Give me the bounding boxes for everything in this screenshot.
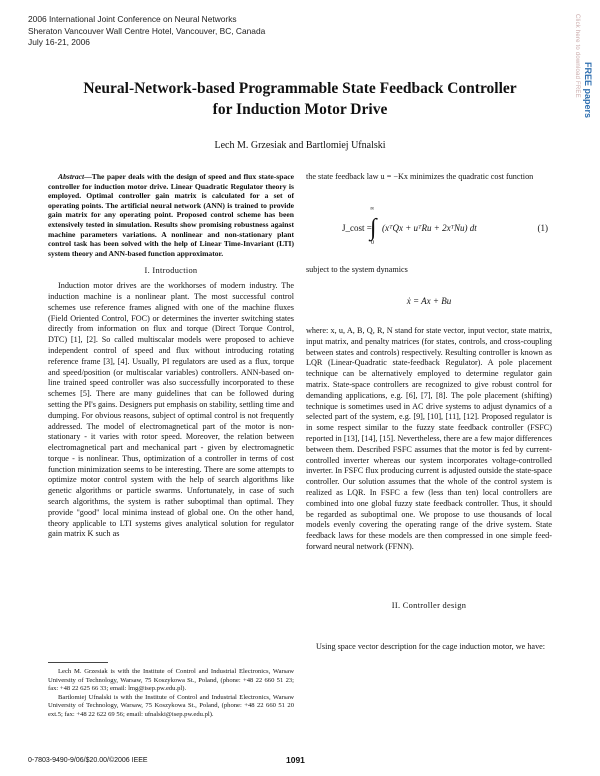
conference-header <box>28 14 265 49</box>
page-number: 1091 <box>286 755 305 765</box>
stamp-small-text: Click here to download FREE <box>574 14 580 98</box>
left-column <box>48 172 294 540</box>
footnote-rule <box>48 662 108 663</box>
abstract-label: Abstract <box>58 172 85 181</box>
integral-sign: ∫ <box>370 215 377 241</box>
conference-line-1: 2006 International Joint Conference on Neural Networks <box>28 14 237 24</box>
right-para-1: the state feedback law u = −Kx minimizes the quadratic cost function <box>306 172 534 181</box>
right-para-2: subject to the system dynamics <box>306 265 408 274</box>
eq1-number: (1) <box>537 223 548 233</box>
right-column <box>306 172 552 183</box>
eq1-body: (xᵀQx + uᵀRu + 2xᵀNu) dt <box>382 223 477 233</box>
equation-1 <box>318 206 552 246</box>
section-2-heading: II. Controller design <box>391 600 467 610</box>
paper-title <box>40 78 560 120</box>
conference-line-2: Sheraton Vancouver Wall Centre Hotel, Vancouver, BC, Canada <box>28 25 266 36</box>
equation-2: ẋ = Ax + Bu <box>406 296 452 306</box>
title-line-2: for Induction Motor Drive <box>212 101 388 118</box>
eq1-upper-limit: ∞ <box>370 206 375 212</box>
conference-line-3: July 16-21, 2006 <box>28 37 90 47</box>
right-body <box>306 326 552 652</box>
right-para-2-block <box>306 265 552 276</box>
right-para-3: where: x, u, A, B, Q, R, N stand for state vector, input vector, state matrix, input matrix, and penalty matrices (for states, controls, and cross-coupling between states and controls) respectively. Resulting controller is known as LQR (Linear-Quadratic state-feedback Regulator). A pole placement technique can be alternatively employed to determine regulator gain matrix. State-space controllers are recognized to give robust control for demanding applications, e.g. [6], [7], [8]. The pole placement (shifting) technique is sometimes used in AC drive systems to adjust dynamics of a selected part of the system, e.g. [9], [10], [11], [12]. Proposed regulator is in some respect similar to the fuzzy state feedback controller (FSFC) reported in [13], [14], [15]. Nevertheless, there are a few major differences between them. Described FSFC assumes that the motor is fed by current-controlled inverter whereas our system incorporates voltage-controlled inverter. In FSFC flux producing current is adjusted outside the state-space controller. Our solution assumes that the whole of the control system is realized as LQR. In FSFC a few (less than ten) local controllers are combined into one global fuzzy state feedback controller. Thus, it should be regarded as suboptimal one. We propose to use thousands of local models evenly covering the operating range of the drive system. State feedback laws for these models are then compressed in one simple feed-forward neural network (FFNN). <box>306 326 552 551</box>
footnote-1: Lech M. Grzesiak is with the Institute of Control and Industrial Electronics, Warsaw University of Technology, Warsaw, 75 Koszykowa St., Poland, (phone: +48 22 660 51 23; fax: +48 22 625 66 33; email: lmg@isep.pw.edu.pl). <box>48 668 294 693</box>
abstract <box>48 172 294 258</box>
stamp-brand-text: FREE papers <box>583 62 593 119</box>
title-line-1: Neural-Network-based Programmable State Feedback Controller <box>83 80 517 97</box>
authors: Lech M. Grzesiak and Bartlomiej Ufnalski <box>214 140 386 151</box>
eq1-lhs: J_cost = <box>342 223 372 233</box>
footnotes <box>48 668 294 720</box>
section-1-body: Induction motor drives are the workhorses of modern industry. The induction machine is a nonlinear plant. The most successful control schemes use reference frames aligned with one of the machine fluxes (Field Oriented Control, FOC) or determines the inverter switching states directly from information on flux and torque (Direct Torque Control, DTC) [1], [2]. So called multiscalar models were proposed to achieve independent control of speed and flux without introducing rotating reference frame [3], [4]. Usually, PI regulators are used as a flux, torque and speed/position (or multiscalar variables) controllers. ANN-based on-line trained speed controller was also successfully incorporated to these schemes [5]. There are many guidelines that can be followed during setting the PI's gains. Designers put emphasis on stability, settling time and dumping. For obvious reasons, subject of optimal control is not frequently addressed. The model of electromagnetical part of the motor is non-stationary - it varies with rotor speed. Moreover, the relation between electromagnetical part and mechanical part - given by electromagnetic torque - is nonlinear. Thus, optimization of a controller in terms of cost function minimization seems to be interesting. There are some attempts to optimize motor control system with the help of search algorithms like genetic algorithms or particle swarms. Unfortunately, in case of such search algorithms, the system is rather suboptimal than optimal. They provide "good" local minima instead of global one. On the other hand, theory applicable to LTI systems gives analytical solution for regulator gain matrix K such as <box>48 281 294 539</box>
footnote-2: Bartlomiej Ufnalski is with the Institute of Control and Industrial Electronics, Warsaw University of Technology, Warsaw, 75 Koszykowa St., Poland, (phone: +48 22 660 51 20 ext.5; fax: +48 22 622 69 56; email: ufnalski@isep.pw.edu.pl). <box>48 693 294 718</box>
section-1-heading: I. Introduction <box>144 266 198 276</box>
free-papers-stamp[interactable] <box>572 14 594 124</box>
right-para-4: Using space vector description for the cage induction motor, we have: <box>316 641 546 651</box>
footer-code: 0-7803-9490-9/06/$20.00/©2006 IEEE <box>28 757 148 764</box>
abstract-text: —The paper deals with the design of speed and flux state-space controller for induction motor drive. Linear Quadratic Regulator theory is employed. Optimal controller gain matrix is calculated for a set of operating points. The artificial neural network (ANN) is trained to provide gain matrix for any operating point. Proposed control scheme has been extensively tested in simulation. Results show promising robustness against machine parameters variations. A nonlinear and non-stationary plant control task has been solved with the help of Linear Time-Invariant (LTI) system theory and ANN-based function approximator. <box>48 172 294 258</box>
eq1-lower-limit: 0 <box>371 240 374 246</box>
